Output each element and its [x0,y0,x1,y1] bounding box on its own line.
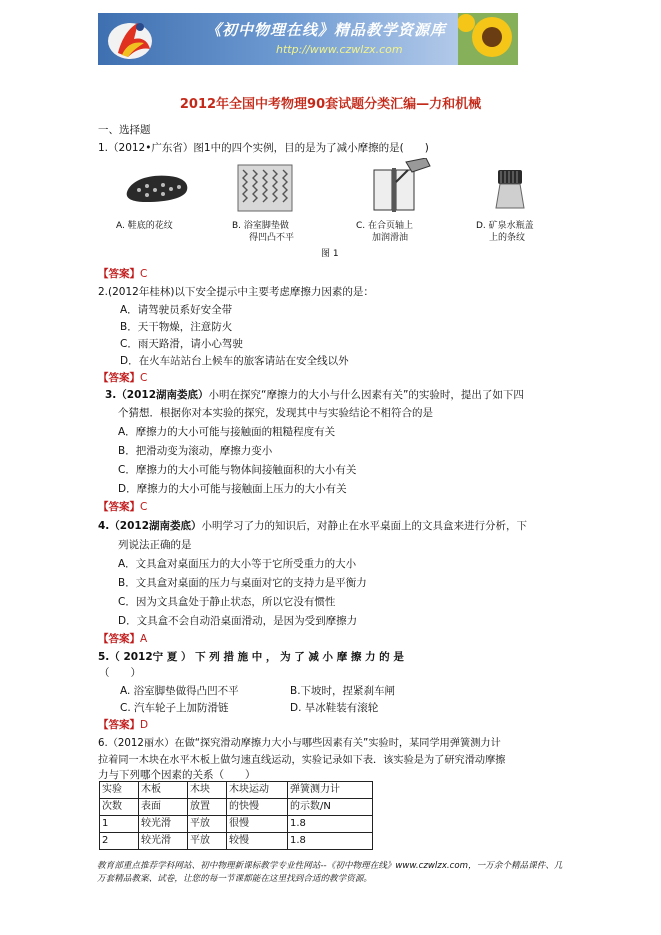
hinge-oil-icon [366,158,436,214]
q2-option-c: C．雨天路滑，请小心驾驶 [120,338,243,350]
table-cell: 1 [100,816,139,833]
answer-tag: 【答案】 [98,268,140,280]
answer-value: C [140,501,148,513]
table-cell: 平放 [188,833,227,850]
q4-stem-line1 [98,518,527,533]
q2-option-d: D．在火车站站台上候车的旅客请站在安全线以外 [120,355,349,367]
q4-stem-line2: 列说法正确的是 [118,539,192,551]
section-heading: 一、选择题 [98,124,151,136]
sunflower-icon [458,13,518,65]
q3-option-a: A．摩擦力的大小可能与接触面的粗糙程度有关 [118,426,336,438]
q2-option-a: A．请驾驶员系好安全带 [120,304,233,316]
table-cell: 1.8 [288,816,373,833]
q1-stem: 1.（2012•广东省）图1中的四个实例，目的是为了减小摩擦的是( ) [98,142,429,154]
q1-caption-a: A. 鞋底的花纹 [116,221,173,231]
page-footer: 教育部重点推荐学科网站、初中物理新课标教学专业性网站--《初中物理在线》www.czwlzx.com，一万余个精品课件、几万套精品教案、试卷，让您的每一节课都能在这里找到合适的教学资源。 [97,861,563,884]
table-cell: 较光滑 [139,816,188,833]
site-banner [98,13,518,65]
q4-number: 4.（2012湖南娄底） [98,520,202,532]
answer-value: C [140,372,148,384]
q1-caption-d-line1: D. 矿泉水瓶盖 [476,221,534,231]
q1-answer [98,266,147,281]
q1-caption-c-line2: 加润滑油 [372,233,409,243]
experiment-table [99,781,373,850]
q3-option-d: D．摩擦力的大小可能与接触面上压力的大小有关 [118,483,347,495]
q5-answer [98,717,148,732]
q3-answer [98,499,147,514]
table-row [100,799,373,816]
table-cell: 表面 [139,799,188,816]
answer-value: C [140,268,148,280]
q5-stem-line1: 5.（ 2012宁 夏 ） 下 列 措 施 中 ， 为 了 减 小 摩 擦 力 的 是 [98,651,404,663]
table-row [100,833,373,850]
q6-stem-line1: 6.（2012丽水）在做“探究滑动摩擦力大小与哪些因素有关”实验时，某同学用弹簧测力计 [98,738,501,749]
q3-option-c: C．摩擦力的大小可能与物体间接触面积的大小有关 [118,464,357,476]
q1-caption-d-line2: 上的条纹 [489,233,526,243]
shoe-sole-icon [123,166,191,208]
q4-option-a: A．文具盒对桌面压力的大小等于它所受重力的大小 [118,558,357,570]
answer-tag: 【答案】 [98,501,140,513]
table-row [100,816,373,833]
bottle-cap-icon [492,168,528,210]
q1-caption-b-line1: B. 浴室脚垫做 [232,221,289,231]
table-cell: 木块运动 [227,782,288,799]
q6-stem-line3: 力与下列哪个因素的关系（ ） [98,769,256,781]
table-cell: 木板 [139,782,188,799]
q3-stem-line2: 个猜想．根据你对本实验的探究，发现其中与实验结论不相符合的是 [118,407,433,419]
q6-stem-line2: 拉着同一木块在水平木板上做匀速直线运动，实验记录如下表．该实验是为了研究滑动摩擦 [98,755,506,766]
document-title: 2012年全国中考物理90套试题分类汇编—力和机械 [179,97,482,112]
q5-option-a: A. 浴室脚垫做得凸凹不平 [120,685,239,697]
table-cell: 很慢 [227,816,288,833]
q5-option-b: B.下坡时，捏紧刹车闸 [290,685,396,697]
q3-stem-line1 [105,387,524,402]
q3-stem-text: 小明在探究“摩擦力的大小与什么因素有关”的实验时，提出了如下四 [208,389,524,401]
q4-option-c: C．因为文具盒处于静止状态，所以它没有惯性 [118,596,336,608]
q3-option-b: B．把滑动变为滚动，摩擦力变小 [118,445,273,457]
q4-stem-text: 小明学习了力的知识后，对静止在水平桌面上的文具盒来进行分析，下 [201,520,528,532]
table-cell: 较光滑 [139,833,188,850]
q4-option-d: D．文具盒不会自动沿桌面滑动，是因为受到摩擦力 [118,615,358,627]
table-row [100,782,373,799]
bath-mat-icon [237,164,293,212]
q1-caption-b-line2: 得凹凸不平 [249,233,295,243]
q2-answer [98,370,147,385]
table-cell: 较慢 [227,833,288,850]
table-cell: 的快慢 [227,799,288,816]
table-cell: 平放 [188,816,227,833]
table-cell: 实验 [100,782,139,799]
table-cell: 放置 [188,799,227,816]
banner-title: 《初中物理在线》精品教学资源库 [206,21,447,39]
q3-number: 3.（2012湖南娄底） [105,389,209,401]
banner-url[interactable]: http://www.czwlzx.com [276,43,403,56]
table-cell: 次数 [100,799,139,816]
figure-label: 图 1 [321,249,339,259]
q1-caption-c-line1: C. 在合页轴上 [356,221,414,231]
q5-stem-line2: （ ） [99,667,141,679]
q5-option-c: C. 汽车轮子上加防滑链 [120,702,229,714]
answer-value: A [140,633,148,645]
q2-option-b: B．天干物燥，注意防火 [120,321,233,333]
table-cell: 木块 [188,782,227,799]
site-logo-icon [104,17,162,61]
answer-tag: 【答案】 [98,719,140,731]
q4-option-b: B．文具盒对桌面的压力与桌面对它的支持力是平衡力 [118,577,367,589]
q4-answer [98,631,147,646]
q5-option-d: D. 旱冰鞋装有滚轮 [290,702,379,714]
table-cell: 2 [100,833,139,850]
q2-stem: 2.(2012年桂林)以下安全提示中主要考虑摩擦力因素的是： [98,286,374,298]
table-cell: 的示数/N [288,799,373,816]
table-cell: 弹簧测力计 [288,782,373,799]
answer-value: D [140,719,149,731]
answer-tag: 【答案】 [98,372,140,384]
answer-tag: 【答案】 [98,633,140,645]
table-cell: 1.8 [288,833,373,850]
